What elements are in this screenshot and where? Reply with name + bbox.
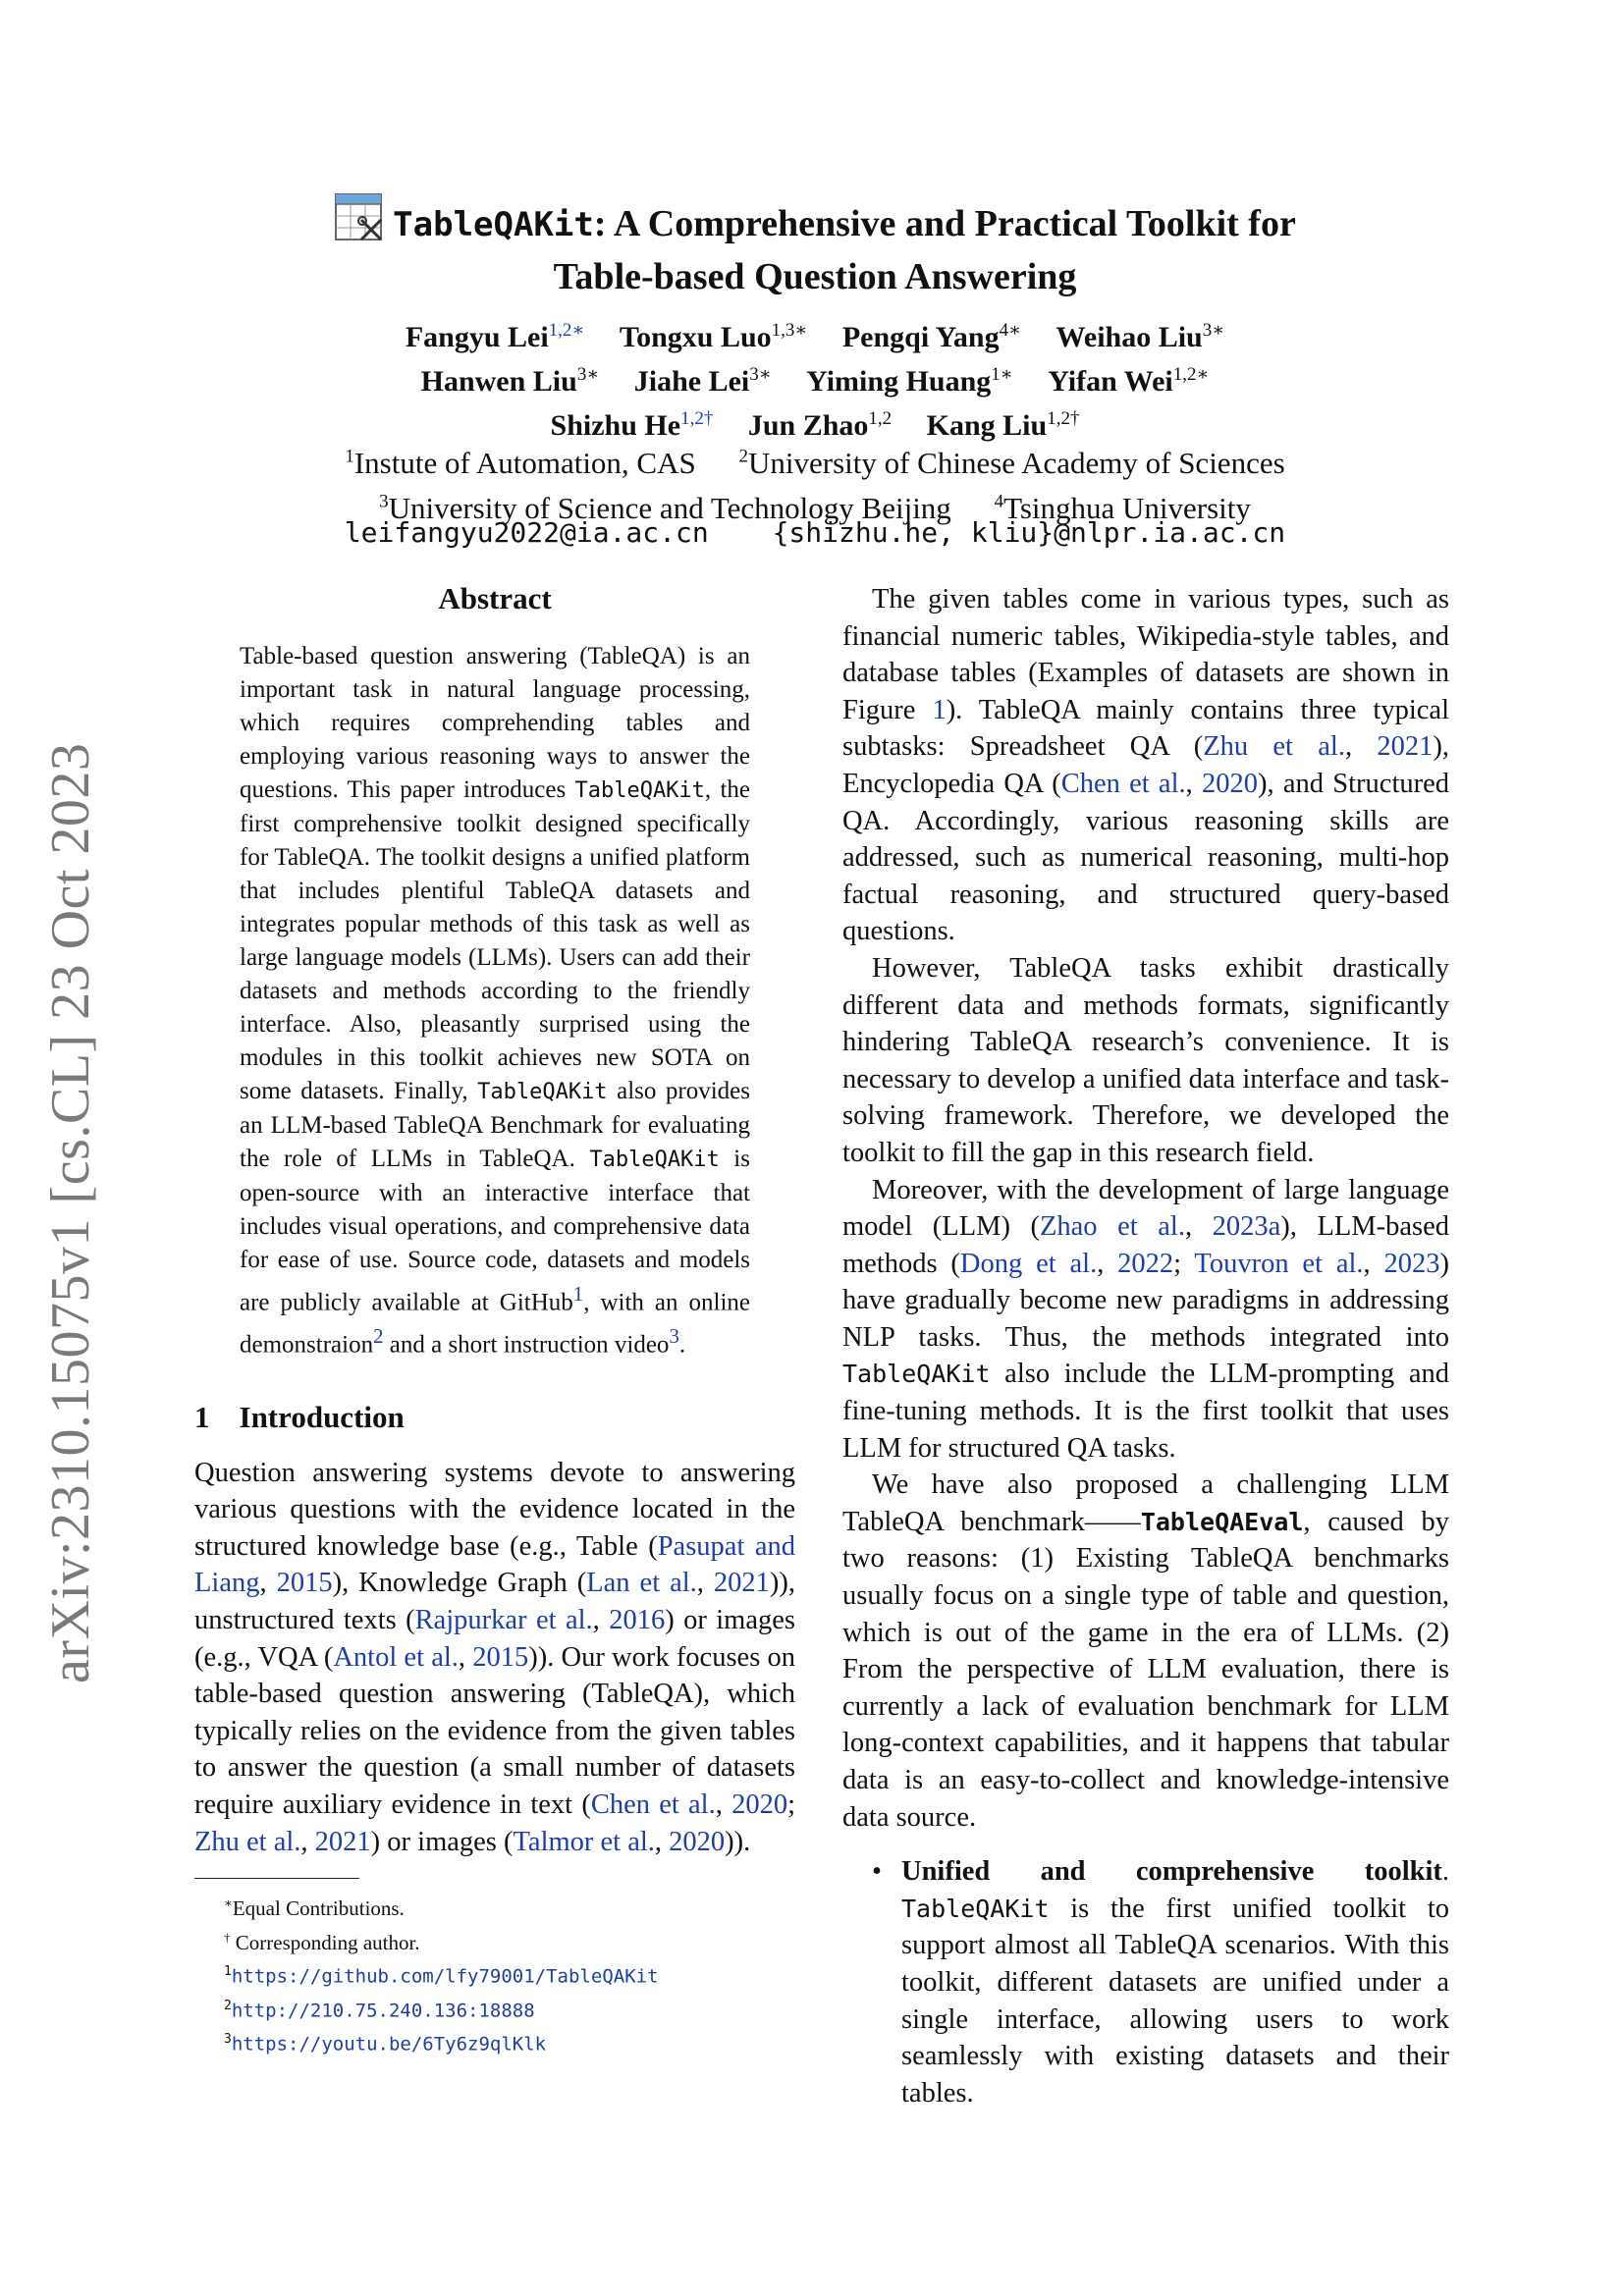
footnote-link[interactable]: 3 [669, 1324, 679, 1349]
citation-link[interactable]: Zhu et al. [1203, 731, 1345, 763]
affiliation: $^4$Tsinghua University [994, 490, 1251, 525]
author: Fangyu Lei$^{1,2∗}$ [405, 320, 585, 353]
citation-link[interactable]: Pasupat and Liang [194, 1530, 795, 1599]
author: Jun Zhao$^{1,2}$ [747, 408, 893, 442]
citation-link[interactable]: 2020 [731, 1789, 788, 1820]
affiliation: $^2$University of Chinese Academy of Sciences [738, 446, 1285, 481]
author: Yifan Wei$^{1,2∗}$ [1048, 364, 1210, 398]
author: Jiahe Lei$^{3∗}$ [633, 364, 772, 398]
body-paragraph: The given tables come in various types, such as financial numeric tables, Wikipedia-style tables, and database tables (Examples of datasets are shown in Figure 1). TableQA mainly contains three typical subtasks: Spreadsheet QA (Zhu et al., 2021), Encyclopedia QA (Chen et al., 2020), and Structured QA. Accordingly, various reasoning skills are addressed, such as numerical reasoning, multi-hop factual reasoning, and structured query-based questions. [842, 584, 1450, 947]
footnote-link[interactable]: 2 [373, 1324, 384, 1349]
footnote: ∗Equal Contributions. [224, 1896, 405, 1921]
citation-link[interactable]: Rajpurkar et al. [414, 1605, 593, 1636]
footnote: $^2$http://210.75.240.136:18888 [224, 1998, 535, 2021]
body-paragraph: Moreover, with the development of large language model (LLM) (Zhao et al., 2023a), LLM-based methods (Dong et al., 2022; Touvron et al., 2023) have gradually become new paradigms in addressing NLP tasks. Thus, the methods integrated into TableQAKit also include the LLM-prompting and fine-tuning methods. It is the first toolkit that uses LLM for structured QA tasks. [842, 1174, 1450, 1464]
citation-link[interactable]: 2015 [276, 1568, 333, 1599]
citation-link[interactable]: Antol et al. [333, 1641, 459, 1673]
citation-link[interactable]: 2020 [1202, 768, 1259, 799]
author: Kang Liu$^{1,2\dagger}$ [926, 408, 1080, 442]
emails [177, 516, 1453, 549]
citation-link[interactable]: 2023a [1212, 1211, 1281, 1243]
body-paragraph: However, TableQA tasks exhibit drastically different data and methods formats, significantly hindering TableQA research’s convenience. It is necessary to develop a unified data interface and task-solving framework. Therefore, we developed the toolkit to fill the gap in this research field. [842, 952, 1449, 1168]
footnote: † Corresponding author. [224, 1930, 420, 1955]
affiliations [177, 438, 1453, 527]
author: Tongxu Luo$^{1,3∗}$ [619, 320, 808, 353]
footnote-url[interactable]: https://youtu.be/6Ty6z9qlKlk [231, 2033, 547, 2056]
citation-link[interactable]: Talmor et al. [513, 1826, 655, 1857]
citation-link[interactable]: Chen et al. [1060, 768, 1186, 799]
affiliation: $^3$University of Science and Technology Beijing [379, 490, 951, 525]
citation-link[interactable]: 2021 [713, 1568, 770, 1599]
author: Hanwen Liu$^{3∗}$ [420, 364, 600, 398]
arxiv-identifier: arXiv:2310.15075v1 [cs.CL] 23 Oct 2023 [40, 742, 101, 1683]
email: {shizhu.he, kliu}@nlpr.ia.ac.cn [772, 516, 1286, 549]
section-heading-introduction: 1 Introduction [194, 1399, 405, 1434]
citation-link[interactable]: Chen et al. [590, 1789, 716, 1820]
bullet-item: • Unified and comprehensive toolkit. TableQAKit is the first unified toolkit to support almost all TableQA scenarios. With this toolkit, different datasets are unified under a single interface, allowing users to work seamlessly with existing datasets and their tables. [872, 1856, 1449, 2109]
affiliation: $^1$Instute of Automation, CAS [345, 446, 696, 481]
footnote: $^1$https://github.com/lfy79001/TableQAKit [224, 1964, 659, 1988]
citation-link[interactable]: Zhu et al. [194, 1826, 301, 1857]
footnote-url[interactable]: http://210.75.240.136:18888 [231, 1999, 535, 2021]
footnote-divider [194, 1878, 359, 1879]
citation-link[interactable]: 2023 [1383, 1248, 1440, 1279]
citation-link[interactable]: 2015 [472, 1641, 529, 1673]
author: Shizhu $He^{1,2\dagger}$ [550, 408, 714, 442]
title-line-2: Table-based Question Answering [553, 256, 1077, 297]
table-tools-icon [334, 192, 385, 254]
body-paragraph: We have also proposed a challenging LLM TableQA benchmark——TableQAEval, caused by two reasons: (1) Existing TableQA benchmarks usually focus on a single type of table and question, which is out of the game in the era of LLMs. (2) From the perspective of LLM evaluation, there is currently a lack of evaluation benchmark for LLM long-context capabilities, and it happens that tabular data is an easy-to-collect and knowledge-intensive data source. [842, 1469, 1449, 1833]
citation-link[interactable]: 2021 [1377, 731, 1434, 763]
right-column [842, 581, 1449, 2111]
intro-paragraph: Question answering systems devote to answering various questions with the evidence located in the structured knowledge base (e.g., Table (Pasupat and Liang, 2015), Knowledge Graph (Lan et al., 2021)), unstructured texts (Rajpurkar et al., 2016) or images (e.g., VQA (Antol et al., 2015)). Our work focuses on table-based question answering (TableQA), which typically relies on the evidence from the given tables to answer the question (a small number of datasets require auxiliary evidence in text (Chen et al., 2020; Zhu et al., 2021) or images (Talmor et al., 2020)). [194, 1457, 795, 1857]
toolkit-name: TableQAKit [393, 205, 594, 244]
paper-title [177, 192, 1453, 299]
citation-link[interactable]: 2022 [1117, 1248, 1174, 1279]
citation-link[interactable]: Zhao et al. [1040, 1211, 1185, 1243]
citation-link[interactable]: Touvron et al. [1194, 1248, 1364, 1279]
left-column [194, 581, 795, 2058]
citation-link[interactable]: Lan et al. [586, 1568, 697, 1599]
footnote-link[interactable]: 1 [572, 1282, 584, 1306]
title-text: : A Comprehensive and Practical Toolkit for [593, 203, 1296, 244]
citation-link[interactable]: 2021 [314, 1826, 371, 1857]
email: leifangyu2022@ia.ac.cn [344, 516, 709, 549]
footnote: $^3$https://youtu.be/6Ty6z9qlKlk [224, 2031, 547, 2056]
citation-link[interactable]: 2020 [669, 1826, 726, 1857]
citation-link[interactable]: Dong et al. [959, 1248, 1098, 1279]
figure-ref-link[interactable]: 1 [932, 694, 947, 725]
footnote-url[interactable]: https://github.com/lfy79001/TableQAKit [231, 1965, 659, 1988]
author: Yiming Huang$^{1∗}$ [806, 364, 1013, 398]
author-list [177, 312, 1453, 445]
abstract-heading: Abstract [438, 581, 552, 615]
author: Weihao Liu$^{3∗}$ [1056, 320, 1225, 353]
author: Pengqi Yang$^{4∗}$ [841, 320, 1022, 353]
abstract-body: Table-based question answering (TableQA) is an important task in natural language processing, which requires comprehending tables and employing various reasoning ways to answer the questions. This paper introduces TableQAKit, the first comprehensive toolkit designed specifically for TableQA. The toolkit designs a unified platform that includes plentiful TableQA datasets and integrates popular methods of this task as well as large language models (LLMs). Users can add their datasets and methods according to the friendly interface. Also, pleasantly surprised using the modules in this toolkit achieves new SOTA on some datasets. Finally, TableQAKit also provides an LLM-based TableQA Benchmark for evaluating the role of LLMs in TableQA. TableQAKit is open-source with an interactive interface that includes visual operations, and comprehensive data for ease of use. Source code, datasets and models are publicly available at GitHub$^1$, with an online demonstraion$^2$ and a short instruction video$^3$. [240, 643, 751, 1359]
author-row [177, 312, 1453, 356]
author-row [177, 356, 1453, 400]
citation-link[interactable]: 2016 [609, 1605, 666, 1636]
